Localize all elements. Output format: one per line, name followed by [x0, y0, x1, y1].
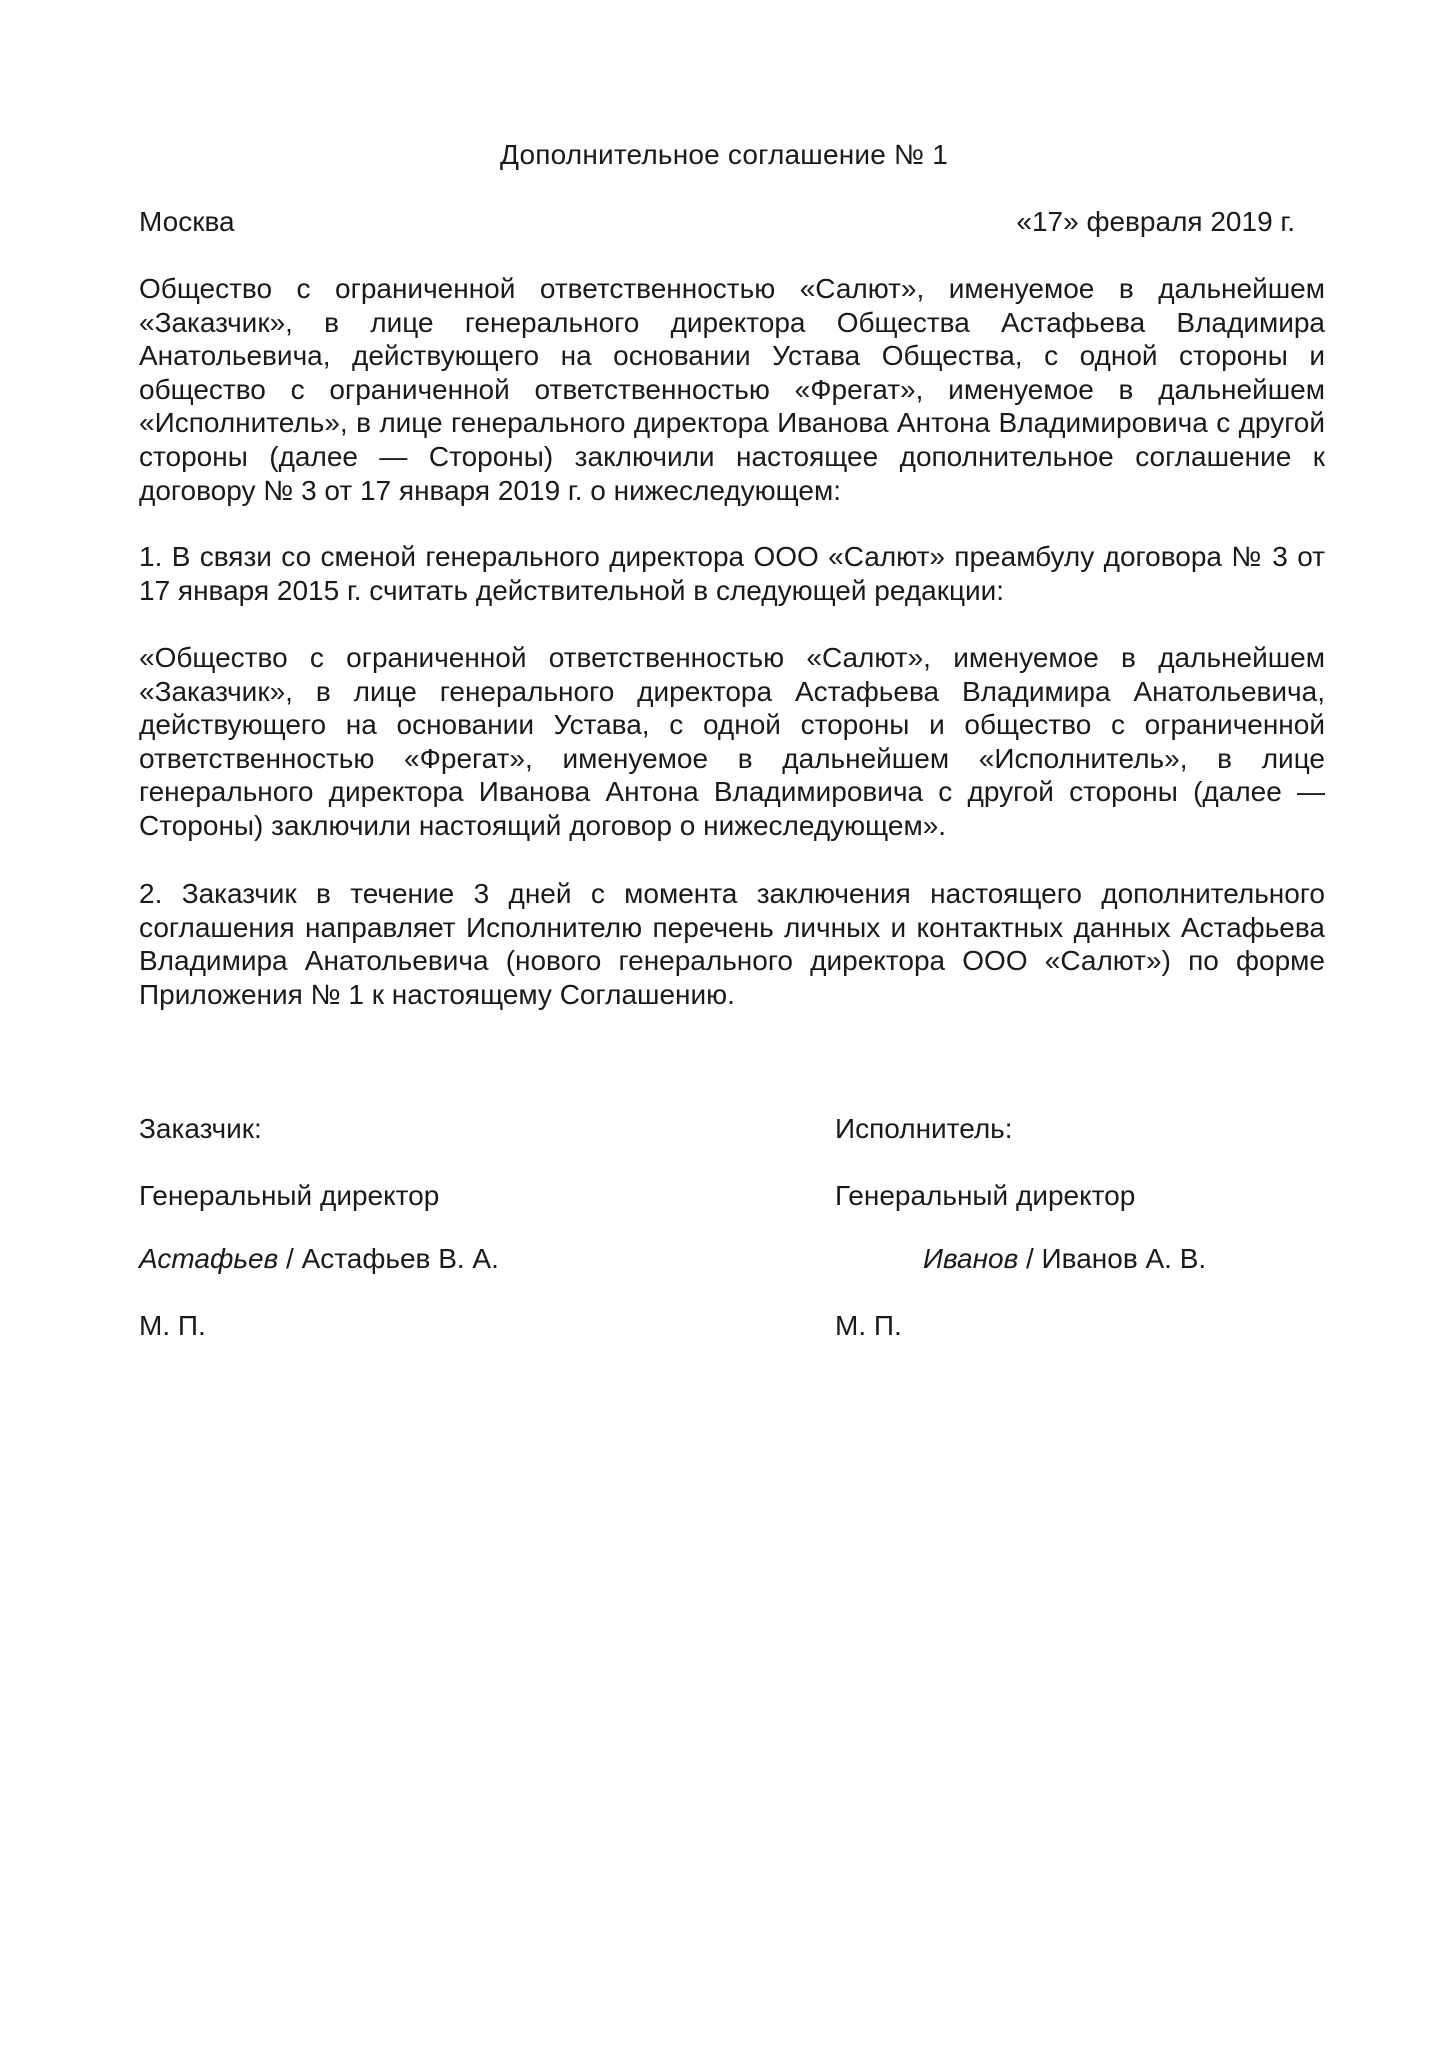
customer-role: Заказчик: — [139, 1113, 262, 1144]
document-title: Дополнительное соглашение № 1 — [500, 139, 948, 170]
customer-name: / Астафьев В. А. — [278, 1243, 499, 1274]
contractor-stamp-place: М. П. — [835, 1310, 902, 1341]
clause-1-paragraph: 1. В связи со сменой генерального директора ООО «Салют» преамбулу договора № 3 от 17 января 2015 г. считать действительной в следующей редакции: — [139, 541, 1325, 606]
contractor-signature-line — [923, 1242, 1206, 1276]
contractor-name: / Иванов А. В. — [1018, 1243, 1207, 1274]
quoted-preamble-paragraph: «Общество с ограниченной ответственностью «Салют», именуемое в дальнейшем «Заказчик», в лице генерального директора Астафьева Владимира Анатольевича, действующего на основании Устава, с одной стороны и общество с ограниченной ответственностью «Фрегат», именуемое в дальнейшем «Исполнитель», в лице генерального директора Иванова Антона Владимировича с другой стороны (далее — Стороны) заключили настоящий договор о нижеследующем». — [139, 642, 1325, 841]
preamble-paragraph: Общество с ограниченной ответственностью «Салют», именуемое в дальнейшем «Заказчик», в лице генерального директора Общества Астафьева Владимира Анатольевича, действующего на основании Устава Общества, с одной стороны и общество с ограниченной ответственностью «Фрегат», именуемое в дальнейшем «Исполнитель», в лице генерального директора Иванова Антона Владимировича с другой стороны (далее — Стороны) заключили настоящее дополнительное соглашение к договору № 3 от 17 января 2019 г. о нижеследующем: — [139, 273, 1325, 506]
customer-signature: Астафьев — [139, 1243, 279, 1274]
customer-stamp-place: М. П. — [139, 1310, 206, 1341]
contractor-role: Исполнитель: — [835, 1113, 1013, 1144]
place-date-line — [139, 205, 1295, 239]
customer-signature-line — [139, 1242, 499, 1276]
contractor-position: Генеральный директор — [835, 1180, 1136, 1211]
city: Москва — [139, 206, 235, 237]
contractor-signature: Иванов — [923, 1243, 1019, 1274]
customer-position: Генеральный директор — [139, 1180, 440, 1211]
agreement-date: «17» февраля 2019 г. — [1016, 206, 1295, 237]
clause-2-paragraph: 2. Заказчик в течение 3 дней с момента заключения настоящего дополнительного соглашения направляет Исполнителю перечень личных и контактных данных Астафьева Владимира Анатольевича (нового генерального директора ООО «Салют») по форме Приложения № 1 к настоящему Соглашению. — [139, 878, 1325, 1010]
